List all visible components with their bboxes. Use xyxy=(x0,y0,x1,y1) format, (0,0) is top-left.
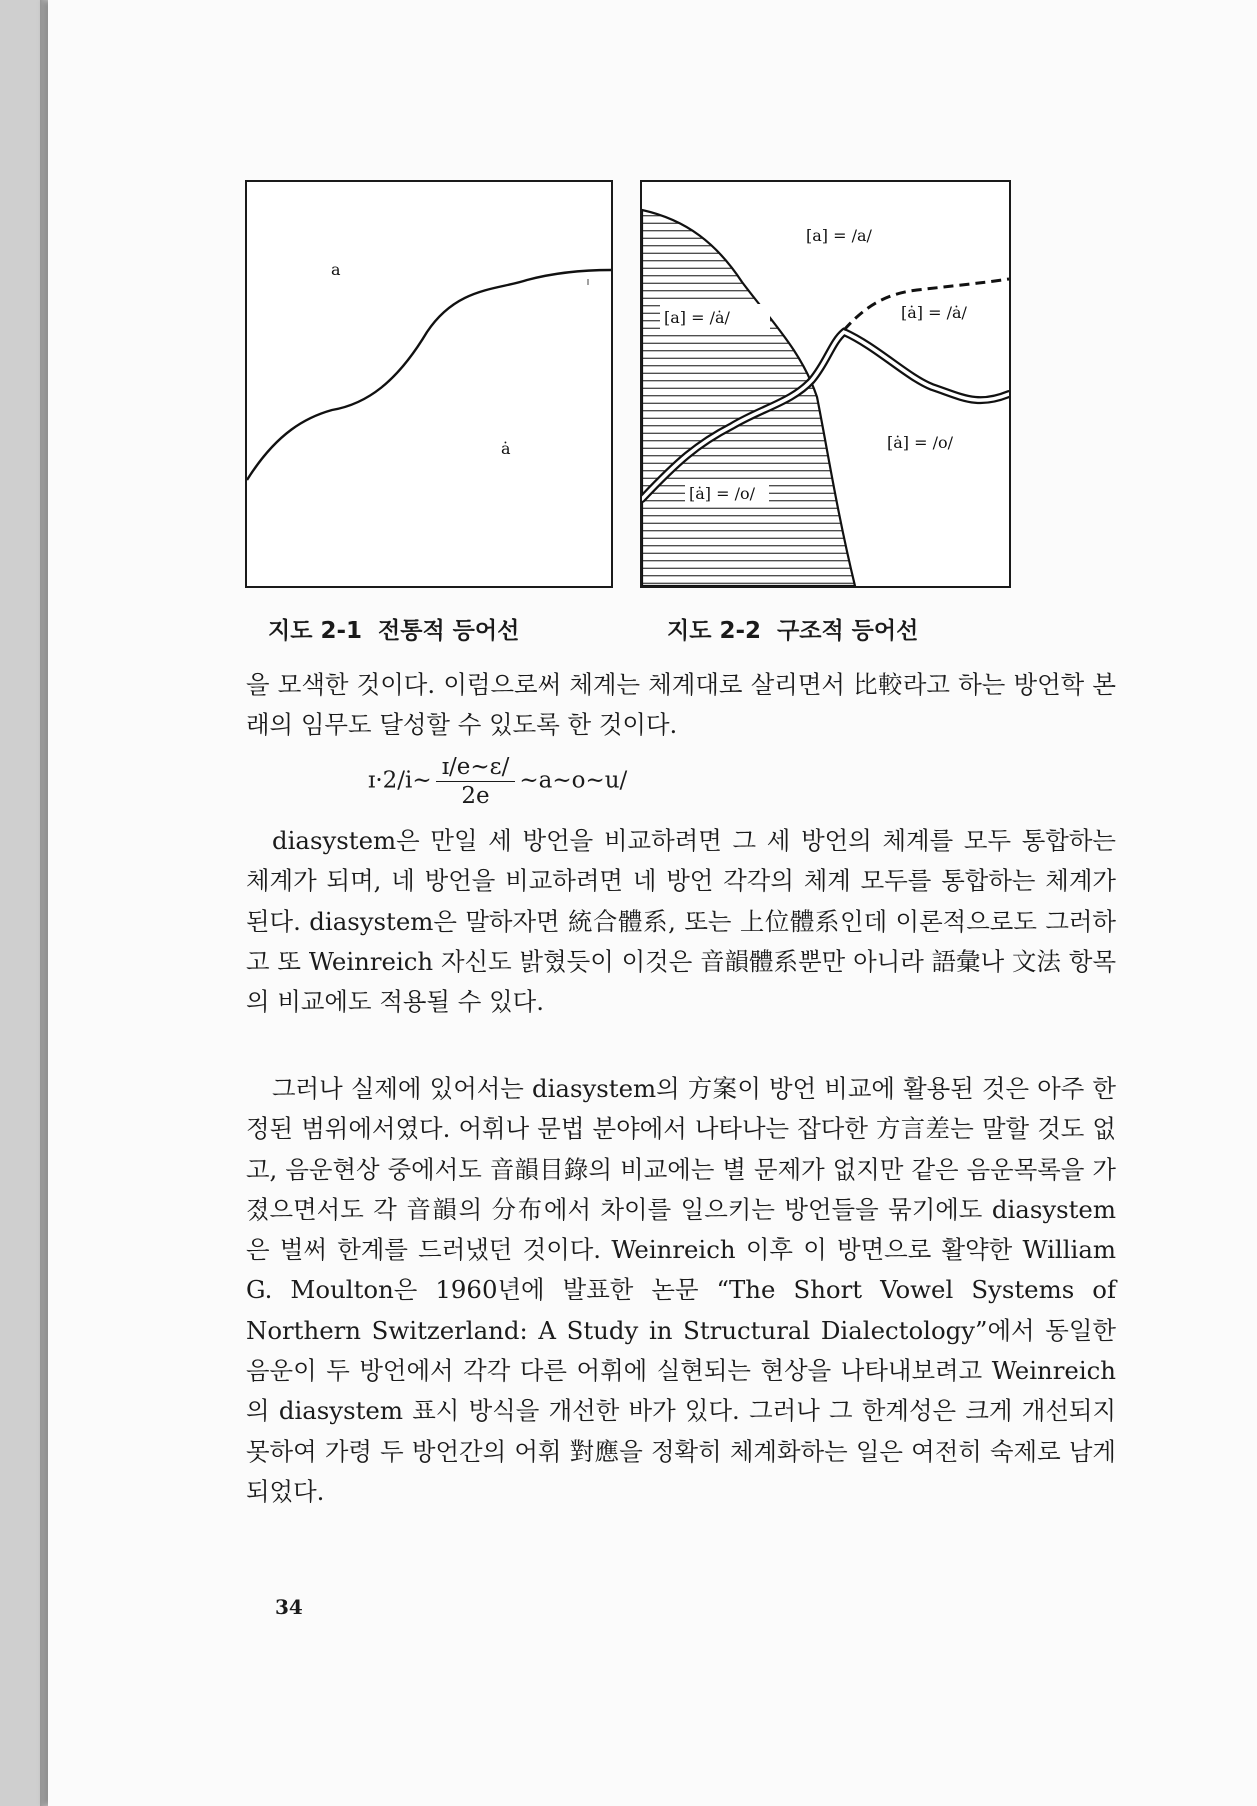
label-a-top: [a] = /a/ xyxy=(806,226,872,245)
label-a-dot-lower-right: [ȧ] = /o/ xyxy=(887,433,954,452)
isogloss-line xyxy=(247,270,611,480)
label-a-dot-lower-left: [ȧ] = /o/ xyxy=(689,484,756,503)
page-number: 34 xyxy=(275,1595,303,1619)
label-a-dot-right: [ȧ] = /ȧ/ xyxy=(901,303,967,322)
page-edge xyxy=(40,0,48,1806)
book-page xyxy=(48,0,1257,1806)
formula-suffix: ~a~o~u/ xyxy=(519,767,628,794)
hatched-region xyxy=(642,210,855,586)
structural-isogloss-drawing xyxy=(642,182,1009,586)
paragraph-1: 을 모색한 것이다. 이럼으로써 체계는 체계대로 살리면서 比較라고 하는 방언학 본래의 임무도 달성할 수 있도록 한 것이다. xyxy=(246,670,1116,740)
paragraph-3: 그러나 실제에 있어서는 diasystem의 方案이 방언 비교에 활용된 것은 아주 한정된 범위에서였다. 어휘나 문법 분야에서 나타나는 잡다한 方言差는 말할 것도 없고, 음운현상 중에서도 音韻目錄의 비교에는 별 문제가 없지만 같은 음운목록을 가졌으면서도 각 音韻의 分布에서 차이를 일으키는 방언들을 묶기에도 diasystem은 벌써 한계를 드러냈던 것이다. Weinreich 이후 이 방면으로 활약한 William G. Moulton은 1960년에 발표한 논문 “The Short Vowel Systems of Northern Switzerland: A Study in Structural Dialectology”에서 동일한 음운이 두 방언에서 각각 다른 어휘에 실현되는 현상을 나타내보려고 Weinreich의 diasystem 표시 방식을 개선한 바가 있다. 그러나 그 한계성은 크게 개선되지 못하여 가령 두 방언간의 어휘 對應을 정확히 체계화하는 일은 여전히 숙제로 남게 되었다. xyxy=(246,1074,1116,1506)
formula-fraction xyxy=(436,754,516,809)
caption-map-2-1: 지도 2-1 전통적 등어선 xyxy=(268,618,520,644)
label-lower: ȧ xyxy=(501,439,511,458)
map-structural-isogloss xyxy=(640,180,1011,588)
paragraph-2: diasystem은 만일 세 방언을 비교하려면 그 세 방언의 체계를 모두 통합하는 체계가 되며, 네 방언을 비교하려면 네 방언 각각의 체계 모두를 통합하는 체계가 된다. diasystem은 말하자면 統合體系, 또는 上位體系인데 이론적으로도 그러하고 또 Weinreich 자신도 밝혔듯이 이것은 音韻體系뿐만 아니라 語彙나 文法 항목의 비교에도 적용될 수 있다. xyxy=(246,826,1116,1017)
traditional-isogloss-drawing xyxy=(247,182,611,586)
label-a-left: [a] = /ȧ/ xyxy=(664,308,730,327)
label-upper: a xyxy=(331,260,341,279)
formula-denominator: 2e xyxy=(461,783,490,809)
formula xyxy=(368,754,627,809)
formula-numerator: ɪ/e~ε/ xyxy=(436,754,516,782)
formula-prefix: ɪ·2/i~ xyxy=(368,767,432,794)
caption-map-2-2: 지도 2-2 구조적 등어선 xyxy=(667,618,919,644)
map-traditional-isogloss xyxy=(245,180,613,588)
